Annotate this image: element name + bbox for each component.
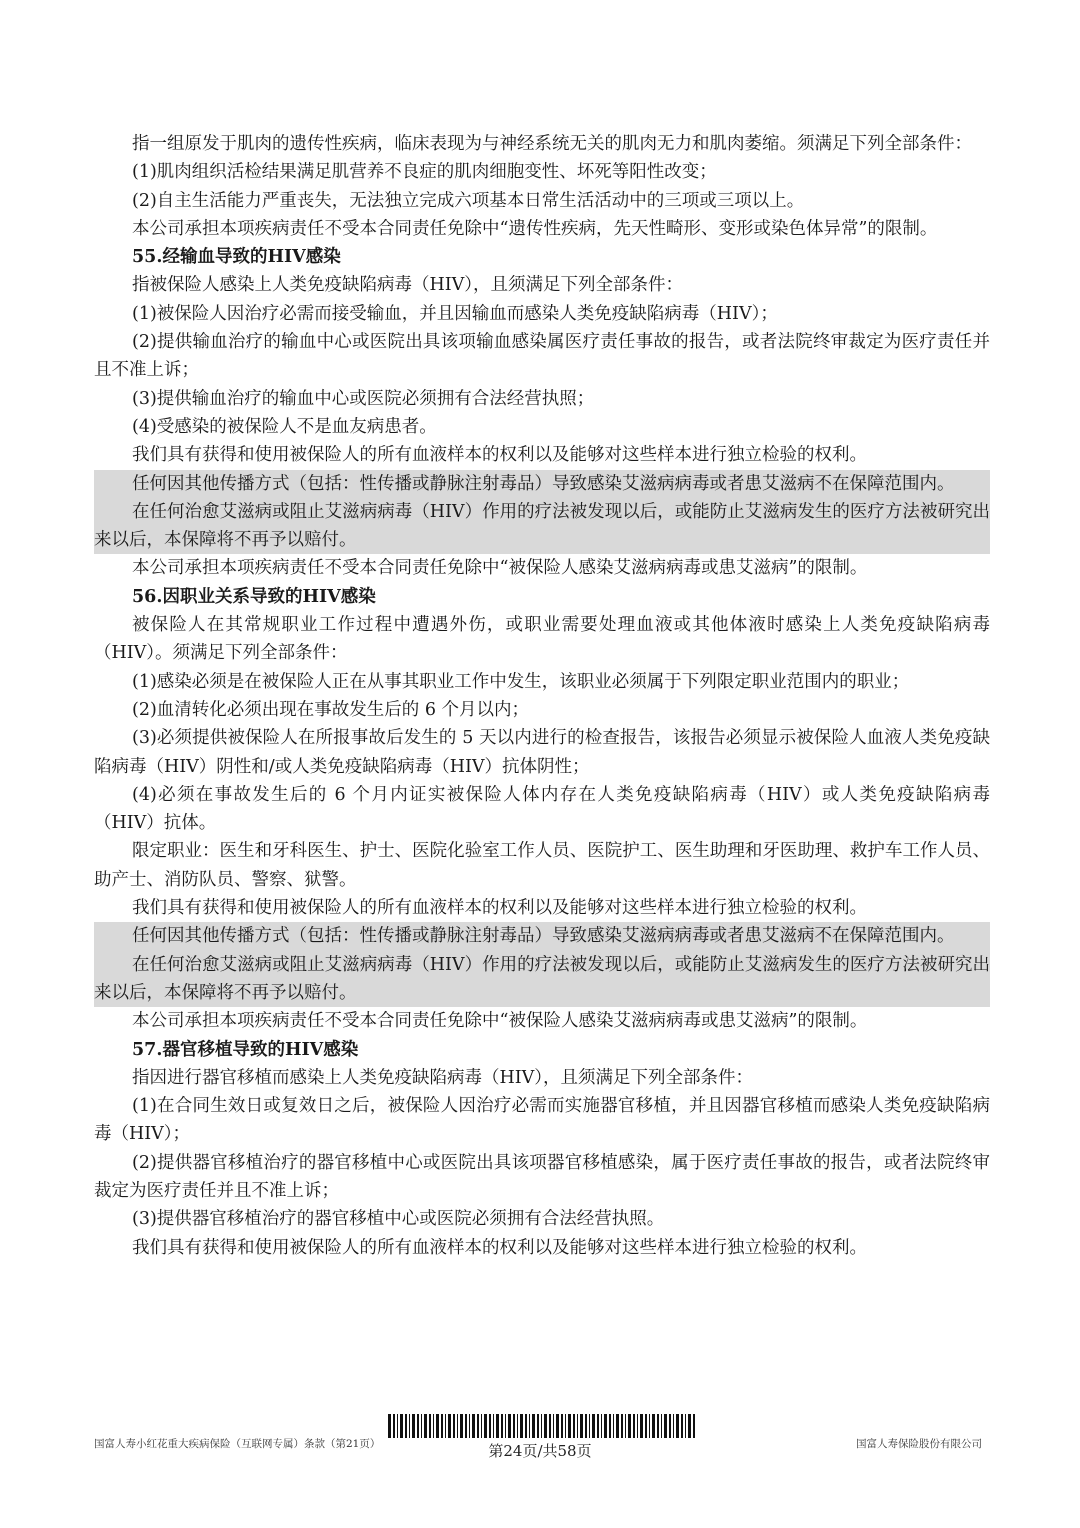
paragraph: 任何因其他传播方式（包括：性传播或静脉注射毒品）导致感染艾滋病病毒或者患艾滋病不在保障范围内。 xyxy=(94,470,990,498)
barcode-bar xyxy=(649,1414,650,1438)
barcode-bar xyxy=(613,1414,614,1438)
barcode-bar xyxy=(465,1414,467,1438)
paragraph: (1)被保险人因治疗必需而接受输血，并且因输血而感染人类免疫缺陷病毒（HIV）； xyxy=(132,303,778,324)
barcode-bar xyxy=(589,1414,590,1438)
paragraph: 在任何治愈艾滋病或阻止艾滋病病毒（HIV）作用的疗法被发现以后，或能防止艾滋病发生的医疗方法被研究出来以后，本保障将不再予以赔付。 xyxy=(94,498,990,555)
paragraph: 被保险人在其常规职业工作过程中遭遇外伤，或职业需要处理血液或其他体液时感染上人类免疫缺陷病毒（HIV）。须满足下列全部条件： xyxy=(94,615,990,664)
barcode-bar xyxy=(477,1414,479,1438)
barcode-bar xyxy=(568,1414,571,1438)
barcode-bar xyxy=(496,1414,499,1438)
paragraph: 本公司承担本项疾病责任不受本合同责任免除中“被保险人感染艾滋病病毒或患艾滋病”的限制。 xyxy=(132,558,868,579)
barcode-bar xyxy=(628,1414,631,1438)
page-footer xyxy=(0,1412,1080,1472)
barcode-bar xyxy=(421,1414,422,1438)
barcode-bar xyxy=(597,1414,599,1438)
barcode-bar xyxy=(397,1414,398,1438)
barcode-bar xyxy=(412,1414,415,1438)
barcode-bar xyxy=(429,1414,431,1438)
barcode-bar xyxy=(525,1414,527,1438)
barcode-bar xyxy=(585,1414,587,1438)
paragraph: 本公司承担本项疾病责任不受本合同责任免除中“被保险人感染艾滋病病毒或患艾滋病”的限制。 xyxy=(132,1011,868,1032)
paragraph: 我们具有获得和使用被保险人的所有血液样本的权利以及能够对这些样本进行独立检验的权利。 xyxy=(132,1237,867,1258)
barcode-bar xyxy=(673,1414,674,1438)
barcode-bar xyxy=(640,1414,643,1438)
barcode-bar xyxy=(529,1414,530,1438)
section-heading: 55.经输血导致的HIV感染 xyxy=(132,247,341,268)
barcode-bar xyxy=(436,1414,439,1438)
barcode-bar xyxy=(409,1414,410,1438)
paragraph: (2)提供输血治疗的输血中心或医院出具该项输血感染属医疗责任事故的报告，或者法院终审裁定为医疗责任并且不准上诉； xyxy=(94,332,990,381)
paragraph: (2)血清转化必须出现在事故发生后的 6 个月以内； xyxy=(132,699,530,720)
paragraph: 我们具有获得和使用被保险人的所有血液样本的权利以及能够对这些样本进行独立检验的权利。 xyxy=(132,445,867,466)
barcode-bar xyxy=(681,1414,683,1438)
document-body xyxy=(94,130,990,1262)
paragraph: (4)必须在事故发生后的 6 个月内证实被保险人体内存在人类免疫缺陷病毒（HIV）或人类免疫缺陷病毒（HIV）抗体。 xyxy=(94,784,990,834)
paragraph: 限定职业：医生和牙科医生、护士、医院化验室工作人员、医院护工、医生助理和牙医助理、救护车工作人员、助产士、消防队员、警察、狱警。 xyxy=(94,841,990,890)
barcode-bar xyxy=(472,1414,475,1438)
barcode-bar xyxy=(661,1414,662,1438)
barcode-bar xyxy=(604,1414,607,1438)
barcode-bar xyxy=(688,1414,691,1438)
barcode-bar xyxy=(541,1414,542,1438)
barcode-bar xyxy=(508,1414,511,1438)
barcode-bar xyxy=(669,1414,671,1438)
paragraph: 指因进行器官移植而感染上人类免疫缺陷病毒（HIV），且须满足下列全部条件： xyxy=(132,1067,754,1088)
barcode-bar xyxy=(520,1414,523,1438)
barcode-bar xyxy=(601,1414,602,1438)
barcode-bar xyxy=(609,1414,611,1438)
barcode-bar xyxy=(505,1414,506,1438)
barcode-bar xyxy=(517,1414,518,1438)
barcode-bar xyxy=(400,1414,403,1438)
paragraph: (1)在合同生效日或复效日之后，被保险人因治疗必需而实施器官移植，并且因器官移植而感染人类免疫缺陷病毒（HIV）； xyxy=(94,1096,990,1145)
paragraph: 指一组原发于肌肉的遗传性疾病，临床表现为与神经系统无关的肌肉无力和肌肉萎缩。须满足下列全部条件： xyxy=(132,134,972,154)
barcode-bar xyxy=(484,1414,487,1438)
barcode-bar xyxy=(493,1414,494,1438)
paragraph: 本公司承担本项疾病责任不受本合同责任免除中“遗传性疾病，先天性畸形、变形或染色体异常”的限制。 xyxy=(132,218,938,239)
barcode-bar xyxy=(489,1414,491,1438)
barcode-bar xyxy=(469,1414,470,1438)
footer-company-name: 国富人寿保险股份有限公司 xyxy=(856,1438,982,1450)
barcode-bar xyxy=(405,1414,407,1438)
barcode-bar xyxy=(664,1414,667,1438)
barcode-bar xyxy=(561,1414,563,1438)
barcode-bar xyxy=(393,1414,395,1438)
paragraph: (2)提供器官移植治疗的器官移植中心或医院出具该项器官移植感染，属于医疗责任事故的报告，或者法院终审裁定为医疗责任并且不准上诉； xyxy=(94,1152,990,1201)
barcode-bar xyxy=(657,1414,659,1438)
barcode-bar xyxy=(621,1414,623,1438)
paragraph: 我们具有获得和使用被保险人的所有血液样本的权利以及能够对这些样本进行独立检验的权利。 xyxy=(132,898,867,919)
barcode-image xyxy=(388,1414,696,1438)
barcode-bar xyxy=(481,1414,482,1438)
paragraph: (3)提供输血治疗的输血中心或医院必须拥有合法经营执照； xyxy=(132,388,595,409)
barcode-bar xyxy=(693,1414,695,1438)
barcode-bar xyxy=(577,1414,578,1438)
barcode-bar xyxy=(553,1414,554,1438)
paragraph: 在任何治愈艾滋病或阻止艾滋病病毒（HIV）作用的疗法被发现以后，或能防止艾滋病发生的医疗方法被研究出来以后，本保障将不再予以赔付。 xyxy=(94,951,990,1008)
page-number: 第24页/共58页 xyxy=(488,1442,592,1460)
barcode-bar xyxy=(573,1414,575,1438)
paragraph: 指被保险人感染上人类免疫缺陷病毒（HIV），且须满足下列全部条件： xyxy=(132,275,684,296)
barcode-bar xyxy=(580,1414,583,1438)
barcode-bar xyxy=(633,1414,635,1438)
barcode-bar xyxy=(637,1414,638,1438)
paragraph: (3)必须提供被保险人在所报事故后发生的 5 天以内进行的检查报告，该报告必须显示被保险人血液人类免疫缺陷病毒（HIV）阴性和/或人类免疫缺陷病毒（HIV）抗体阴性； xyxy=(94,728,990,777)
barcode-bar xyxy=(616,1414,619,1438)
footer-document-title: 国富人寿小红花重大疾病保险（互联网专属）条款（第21页） xyxy=(94,1438,381,1450)
barcode-bar xyxy=(645,1414,647,1438)
barcode-bar xyxy=(453,1414,455,1438)
barcode-bar xyxy=(556,1414,559,1438)
barcode-bar xyxy=(388,1414,391,1438)
barcode-bar xyxy=(448,1414,451,1438)
barcode-bar xyxy=(544,1414,547,1438)
barcode-bar xyxy=(565,1414,566,1438)
barcode-bar xyxy=(433,1414,434,1438)
barcode-bar xyxy=(513,1414,515,1438)
paragraph: (1)感染必须是在被保险人正在从事其职业工作中发生，该职业必须属于下列限定职业范围内的职业； xyxy=(132,671,910,692)
barcode-bar xyxy=(445,1414,446,1438)
paragraph: 任何因其他传播方式（包括：性传播或静脉注射毒品）导致感染艾滋病病毒或者患艾滋病不在保障范围内。 xyxy=(94,922,990,950)
barcode-bar xyxy=(424,1414,427,1438)
barcode-bar xyxy=(549,1414,551,1438)
paragraph: (3)提供器官移植治疗的器官移植中心或医院必须拥有合法经营执照。 xyxy=(132,1209,665,1230)
barcode-bar xyxy=(685,1414,686,1438)
barcode-bar xyxy=(417,1414,419,1438)
paragraph: (1)肌肉组织活检结果满足肌营养不良症的肌肉细胞变性、坏死等阳性改变； xyxy=(132,162,717,183)
barcode-bar xyxy=(532,1414,535,1438)
barcode-bar xyxy=(652,1414,655,1438)
section-heading: 56.因职业关系导致的HIV感染 xyxy=(132,586,376,607)
section-heading: 57.器官移植导致的HIV感染 xyxy=(132,1039,359,1060)
barcode-bar xyxy=(592,1414,595,1438)
barcode-bar xyxy=(676,1414,679,1438)
barcode-bar xyxy=(537,1414,539,1438)
barcode-bar xyxy=(457,1414,458,1438)
barcode-bar xyxy=(501,1414,503,1438)
barcode-bar xyxy=(460,1414,463,1438)
paragraph: (2)自主生活能力严重丧失，无法独立完成六项基本日常生活活动中的三项或三项以上。 xyxy=(132,190,805,211)
barcode-bar xyxy=(625,1414,626,1438)
paragraph: (4)受感染的被保险人不是血友病患者。 xyxy=(132,416,437,437)
barcode-bar xyxy=(441,1414,443,1438)
